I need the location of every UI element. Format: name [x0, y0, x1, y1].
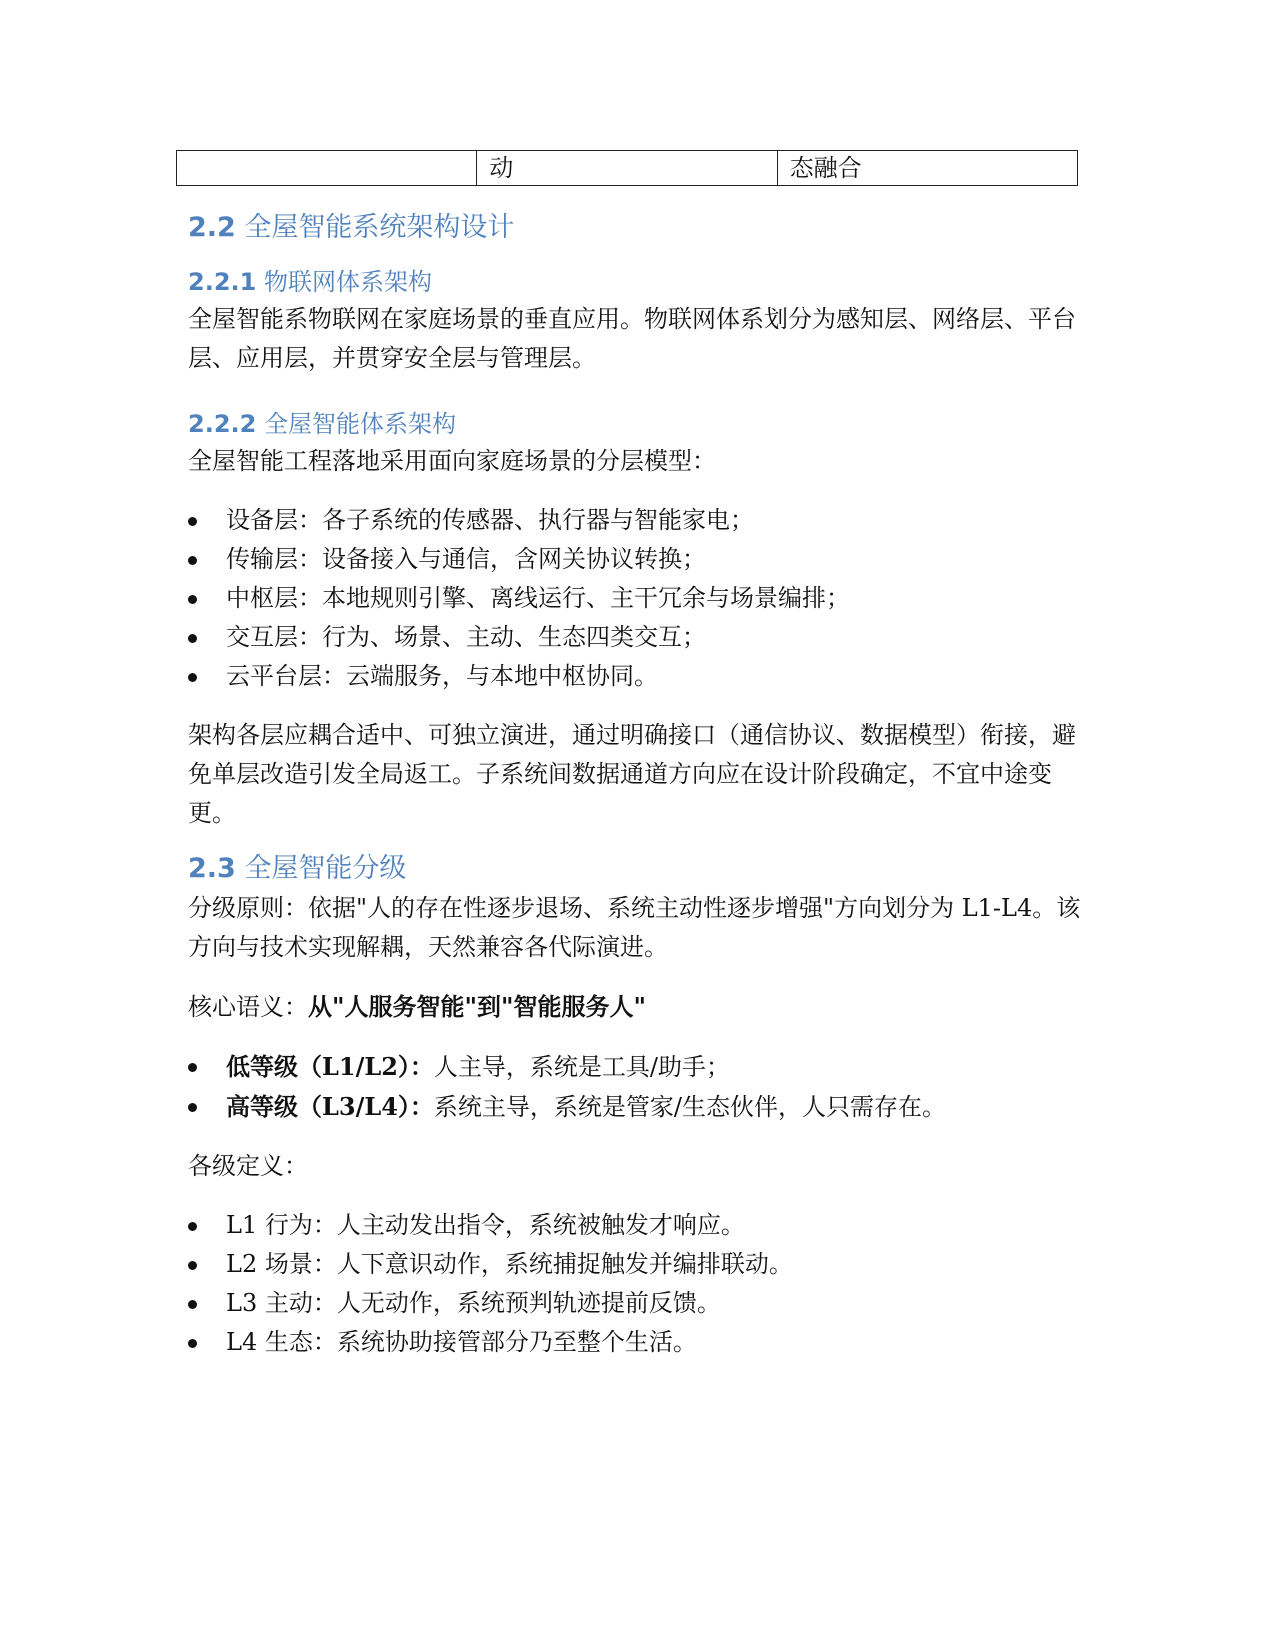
document-body — [188, 196, 1093, 1382]
bullet-icon — [188, 1339, 197, 1348]
paragraph-core-semantics — [188, 987, 1093, 1027]
list-item — [188, 1284, 1093, 1323]
heading-text: 全屋智能体系架构 — [263, 410, 456, 438]
paragraph-grading-principle: 分级原则：依据"人的存在性逐步退场、系统主动性逐步增强"方向划分为 L1-L4。该方向与技术实现解耦，天然兼容各代际演进。 — [188, 894, 1081, 961]
heading-2-2 — [188, 208, 1093, 248]
bullet-icon — [188, 517, 197, 526]
list-item — [188, 540, 1093, 579]
heading-2-2-2 — [188, 406, 1093, 442]
paragraph-layer-intro: 全屋智能工程落地采用面向家庭场景的分层模型： — [188, 447, 716, 475]
grade-label: 高等级（L3/L4）： — [226, 1092, 434, 1121]
list-item — [188, 1206, 1093, 1245]
bullet-icon — [188, 595, 197, 604]
bullet-icon — [188, 673, 197, 682]
table-row — [177, 151, 1078, 186]
list-item — [188, 1245, 1093, 1284]
list-item-text: 传输层：设备接入与通信，含网关协议转换； — [226, 545, 706, 573]
level-list — [188, 1206, 1093, 1362]
list-item-text: 设备层：各子系统的传感器、执行器与智能家电； — [226, 506, 754, 534]
heading-2-3 — [188, 849, 1093, 889]
list-item-text: L1 行为：人主动发出指令，系统被触发才响应。 — [226, 1211, 745, 1239]
grade-label: 低等级（L1/L2）： — [226, 1052, 434, 1081]
list-item — [188, 618, 1093, 657]
list-item — [188, 1087, 1093, 1127]
list-item — [188, 501, 1093, 540]
list-item-text: L4 生态：系统协助接管部分乃至整个生活。 — [226, 1328, 697, 1356]
list-item — [188, 1047, 1093, 1087]
grade-text: 系统主导，系统是管家/生态伙伴，人只需存在。 — [433, 1093, 947, 1121]
grade-list — [188, 1047, 1093, 1127]
list-item-text: 中枢层：本地规则引擎、离线运行、主干冗余与场景编排； — [226, 584, 850, 612]
grade-text: 人主导，系统是工具/助手； — [433, 1053, 731, 1081]
bullet-icon — [188, 556, 197, 565]
core-semantics-label: 核心语义： — [188, 993, 308, 1021]
table-cell: 动 — [477, 151, 777, 186]
heading-number: 2.2.1 — [188, 268, 257, 296]
bullet-icon — [188, 1261, 197, 1270]
list-item — [188, 1323, 1093, 1362]
core-semantics-value: 从"人服务智能"到"智能服务人" — [308, 992, 647, 1021]
paragraph-architecture-closing: 架构各层应耦合适中、可独立演进，通过明确接口（通信协议、数据模型）衔接，避免单层改造引发全局返工。子系统间数据通道方向应在设计阶段确定，不宜中途变更。 — [188, 721, 1076, 827]
list-item-text: L3 主动：人无动作，系统预判轨迹提前反馈。 — [226, 1289, 721, 1317]
bullet-icon — [188, 1222, 197, 1231]
bullet-icon — [188, 634, 197, 643]
bullet-icon — [188, 1063, 197, 1072]
layer-list — [188, 501, 1093, 696]
bullet-icon — [188, 1103, 197, 1112]
list-item-text: L2 场景：人下意识动作，系统捕捉触发并编排联动。 — [226, 1250, 793, 1278]
paragraph-definitions-heading: 各级定义： — [188, 1152, 308, 1180]
list-item-text: 交互层：行为、场景、主动、生态四类交互； — [226, 623, 706, 651]
heading-text: 全屋智能分级 — [244, 853, 407, 884]
heading-number: 2.2 — [188, 212, 236, 243]
heading-number: 2.2.2 — [188, 410, 257, 438]
paragraph-iot-architecture: 全屋智能系物联网在家庭场景的垂直应用。物联网体系划分为感知层、网络层、平台层、应用层，并贯穿安全层与管理层。 — [188, 305, 1076, 372]
table-fragment — [176, 150, 1078, 186]
bullet-icon — [188, 1300, 197, 1309]
table-cell: 态融合 — [777, 151, 1077, 186]
list-item — [188, 579, 1093, 618]
list-item-text: 云平台层：云端服务，与本地中枢协同。 — [226, 662, 658, 690]
heading-text: 物联网体系架构 — [263, 268, 432, 296]
heading-number: 2.3 — [188, 853, 236, 884]
table-cell — [177, 151, 477, 186]
heading-2-2-1 — [188, 264, 1093, 300]
list-item — [188, 657, 1093, 696]
heading-text: 全屋智能系统架构设计 — [244, 212, 515, 243]
